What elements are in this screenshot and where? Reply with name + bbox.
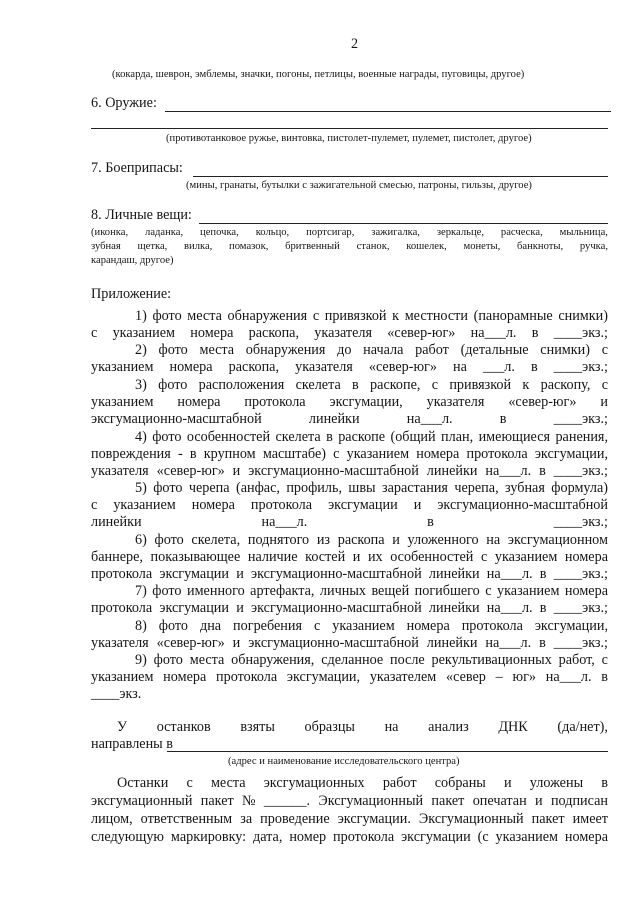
dna-hint: (адрес и наименование исследовательского центра) [228, 756, 460, 767]
personal-items-hint-line-2: зубная щетка, вилка, помазок, бритвенный станок, кошелек, монеты, банкноты, ручка, [91, 241, 608, 252]
appendix-heading: Приложение: [91, 286, 172, 302]
remains-line-3: лицом, ответственным за проведение эксгумации. Эксгумационный пакет имеет [91, 811, 608, 827]
personal-items-field-line [199, 223, 608, 224]
personal-items-hint-line-1: (иконка, ладанка, цепочка, кольцо, портсигар, зажигалка, зеркальце, расческа, мыльница, [91, 227, 608, 238]
appendix-line-10: указателя «север-юг» и эксгумационно-масштабной линейки на___л. в ____экз.; [91, 463, 608, 479]
appendix-line-8: 4) фото особенностей скелета в раскопе (общий план, имеющиеся ранения, [135, 429, 608, 445]
appendix-line-19: 8) фото дна погребения с указанием номера протокола эксгумации, [135, 618, 608, 634]
weapons-field-line-2 [91, 128, 608, 129]
appendix-line-14: 6) фото скелета, поднятого из раскопа и уложенного на эксгумационном [135, 532, 608, 548]
item5-hint: (кокарда, шеврон, эмблемы, значки, погоны, петлицы, военные награды, пуговицы, другое) [112, 69, 525, 80]
appendix-line-22: указанием номера протокола эксгумации, указателем «север – юг» на___л. в [91, 669, 608, 685]
ammunition-label: 7. Боеприпасы: [91, 160, 183, 176]
appendix-line-9: повреждения - в крупном масштабе) с указанием номера протокола эксгумации, [91, 446, 608, 462]
dna-field-line [167, 751, 608, 752]
weapons-field-line [165, 111, 611, 112]
remains-line-4: следующую маркировку: дата, номер протокола эксгумации (с указанием номера [91, 829, 608, 845]
appendix-line-12: с указанием номера протокола эксгумации и эксгумационно-масштабной [91, 497, 608, 513]
weapons-hint: (противотанковое ружье, винтовка, пистолет-пулемет, пулемет, пистолет, другое) [166, 133, 532, 144]
weapons-label: 6. Оружие: [91, 95, 157, 111]
appendix-line-7: эксгумационно-масштабной линейки на___л. в ____экз.; [91, 411, 608, 427]
appendix-line-1: 1) фото места обнаружения с привязкой к местности (панорамные снимки) [135, 308, 608, 324]
appendix-line-21: 9) фото места обнаружения, сделанное после рекультивационных работ, с [135, 652, 608, 668]
appendix-line-17: 7) фото именного артефакта, личных вещей погибшего с указанием номера [135, 583, 608, 599]
appendix-line-3: 2) фото места обнаружения до начала работ (детальные снимки) с [135, 342, 608, 358]
appendix-line-18: протокола эксгумации и эксгумационно-масштабной линейки на___л. в ____экз.; [91, 600, 608, 616]
appendix-line-20: указателя «север-юг» и эксгумационно-масштабной линейки на___л. в ____экз.; [91, 635, 608, 651]
appendix-line-16: протокола эксгумации и эксгумационно-масштабной линейки на___л. в ____экз.; [91, 566, 608, 582]
appendix-line-23: ____экз. [91, 686, 142, 702]
page-number: 2 [351, 36, 359, 52]
appendix-line-11: 5) фото черепа (анфас, профиль, швы зарастания черепа, зубная формула) [135, 480, 608, 496]
personal-items-hint-line-3: карандаш, другое) [91, 255, 174, 266]
appendix-line-13: линейки на___л. в ____экз.; [91, 514, 608, 530]
appendix-line-4: указанием номера раскопа, указателя «север-юг» на ___л. в ____экз.; [91, 359, 608, 375]
ammunition-field-line [193, 176, 608, 177]
remains-line-1: Останки с места эксгумационных работ собраны и уложены в [117, 775, 608, 791]
personal-items-label: 8. Личные вещи: [91, 207, 192, 223]
dna-line-1: У останков взяты образцы на анализ ДНК (да/нет), [117, 719, 608, 735]
appendix-line-5: 3) фото расположения скелета в раскопе, с привязкой к раскопу, с [135, 377, 608, 393]
appendix-line-2: с указанием номера раскопа, указателя «север-юг» на___л. в ____экз.; [91, 325, 608, 341]
ammunition-hint: (мины, гранаты, бутылки с зажигательной смесью, патроны, гильзы, другое) [186, 180, 532, 191]
remains-line-2: эксгумационный пакет № ______. Эксгумационный пакет опечатан и подписан [91, 793, 608, 809]
dna-line-2: направлены в [91, 736, 173, 752]
appendix-line-6: указанием номера протокола эксгумации, указателя «север-юг» и [91, 394, 608, 410]
appendix-line-15: баннере, показывающее наличие костей и их особенностей с указанием номера [91, 549, 608, 565]
